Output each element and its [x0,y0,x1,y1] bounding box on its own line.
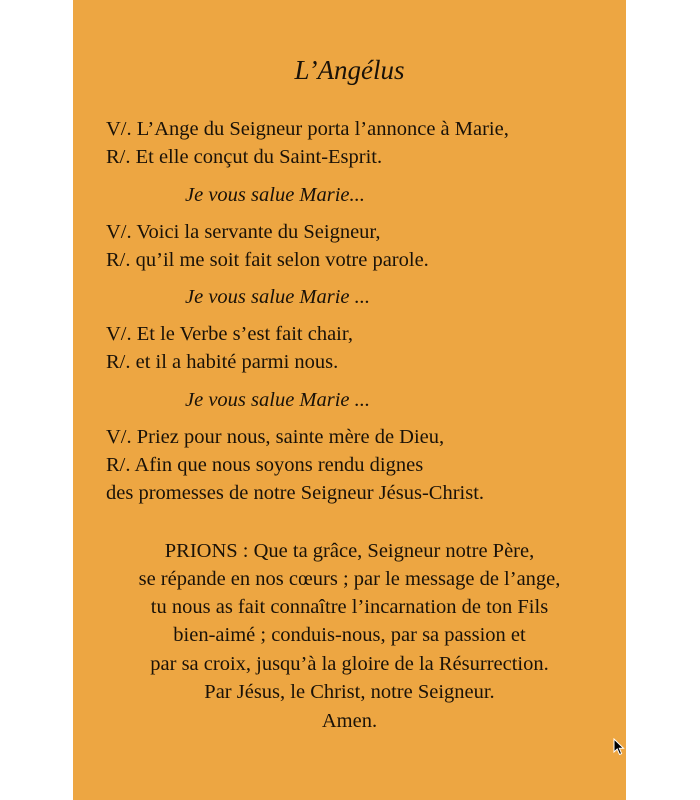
prayer-line: PRIONS : Que ta grâce, Seigneur notre Père, [164,540,535,562]
prayer-amen: Amen. [321,710,378,732]
stanza-1-verse: V/. L’Ange du Seigneur porta l’annonce à Marie, [106,118,509,140]
prayer-line: se répande en nos cœurs ; par le message de l’ange, [138,568,561,590]
prayer-line: tu nous as fait connaître l’incarnation de ton Fils [150,596,549,618]
stanza-3-response: R/. et il a habité parmi nous. [106,351,339,373]
stanza-1-ave: Je vous salue Marie... [185,184,365,206]
stanza-2-verse: V/. Voici la servante du Seigneur, [106,221,381,243]
page-title: L’Angélus [294,55,405,85]
stanza-4-response-cont: des promesses de notre Seigneur Jésus-Christ. [106,482,485,504]
prayer-line: Par Jésus, le Christ, notre Seigneur. [204,681,495,703]
stanza-4-response: R/. Afin que nous soyons rendu dignes [106,454,424,476]
mouse-pointer-icon [613,738,625,756]
stanza-4-verse: V/. Priez pour nous, sainte mère de Dieu, [106,426,445,448]
prayer-card [73,0,626,800]
stanza-2-ave: Je vous salue Marie ... [185,286,371,308]
stanza-3-verse: V/. Et le Verbe s’est fait chair, [106,323,353,345]
stanza-1-response: R/. Et elle conçut du Saint-Esprit. [106,146,383,168]
stanza-2-response: R/. qu’il me soit fait selon votre parole. [106,249,429,271]
prayer-line: bien-aimé ; conduis-nous, par sa passion et [173,624,526,646]
stanza-3-ave: Je vous salue Marie ... [185,389,371,411]
prayer-line: par sa croix, jusqu’à la gloire de la Résurrection. [150,653,549,675]
